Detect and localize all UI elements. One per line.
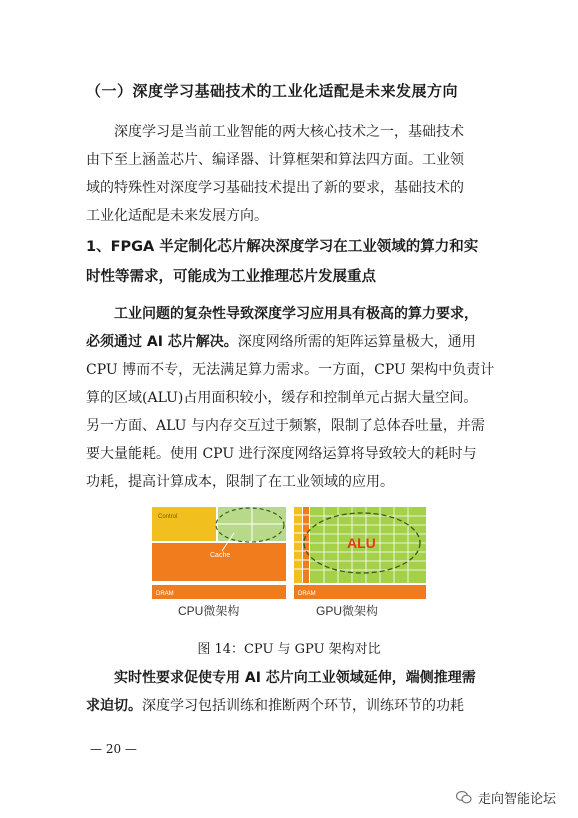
gpu-diagram <box>294 507 426 599</box>
text-line <box>86 664 498 692</box>
cpu-diagram <box>152 507 286 599</box>
heading-line: 1、FPGA 半定制化芯片解决深度学习在工业领域的算力和实 <box>86 239 479 255</box>
wechat-icon <box>456 790 472 804</box>
page-number: — 20 — <box>90 742 137 756</box>
bold-fragment: 实时性要求促使专用 AI 芯片向工业领域延伸，端侧推理需 <box>114 670 476 686</box>
paragraph-realtime <box>86 664 498 720</box>
text-line: 由下至上涵盖芯片、编译器、计算框架和算法四方面。工业领 <box>86 152 464 168</box>
text-line: 算的区域(ALU)占用面积较小，缓存和控制单元占据大量空间。 <box>86 390 478 406</box>
cpu-gpu-architecture-figure <box>150 505 428 615</box>
text-line: 要大量能耗。使用 CPU 进行深度网络运算将导致较大的耗时与 <box>86 446 477 462</box>
text-line: 域的特殊性对深度学习基础技术提出了新的要求，基础技术的 <box>86 180 464 196</box>
gpu-control-column <box>294 507 302 583</box>
text-line: 另一方面、ALU 与内存交互过于频繁，限制了总体吞吐量，并需 <box>86 418 485 434</box>
text-line: 工业化适配是未来发展方向。 <box>86 208 268 224</box>
text-fragment: 深度网络所需的矩阵运算量极大，通用 <box>237 334 476 350</box>
cpu-dram-label: DRAM <box>156 591 174 597</box>
text-line <box>86 328 498 356</box>
gpu-dram-label: DRAM <box>298 591 316 597</box>
text-line <box>86 692 498 720</box>
cpu-figure-label: CPU微架构 <box>178 604 240 618</box>
cpu-cache-block <box>152 543 286 581</box>
heading-line: 时性等需求，可能成为工业推理芯片发展重点 <box>86 269 376 285</box>
watermark <box>456 786 564 808</box>
cpu-control-block <box>152 507 216 541</box>
paragraph-intro <box>86 118 498 230</box>
text-line: 深度学习是当前工业智能的两大核心技术之一，基础技术 <box>114 124 464 140</box>
watermark-text: 走向智能论坛 <box>478 791 557 807</box>
gpu-figure-label: GPU微架构 <box>316 604 379 618</box>
paragraph-compute <box>86 300 498 496</box>
section-heading: （一）深度学习基础技术的工业化适配是未来发展方向 <box>86 82 459 100</box>
text-line: 工业问题的复杂性导致深度学习应用具有极高的算力要求， <box>114 306 478 322</box>
text-line: 功耗，提高计算成本，限制了在工业领域的应用。 <box>86 474 394 490</box>
gpu-alu-label: ALU <box>347 535 376 551</box>
text-fragment: 深度学习包括训练和推断两个环节，训练环节的功耗 <box>142 698 464 714</box>
bold-fragment: 求迫切。 <box>86 698 142 714</box>
cpu-cache-label: Cache <box>210 552 231 559</box>
cpu-control-label: Control <box>158 514 178 520</box>
bold-fragment: 必须通过 AI 芯片解决。 <box>86 334 238 350</box>
subsection-heading <box>86 232 506 292</box>
figure-caption: 图 14：CPU 与 GPU 架构对比 <box>197 642 381 657</box>
text-line: CPU 博而不专，无法满足算力需求。一方面，CPU 架构中负责计 <box>86 362 495 378</box>
